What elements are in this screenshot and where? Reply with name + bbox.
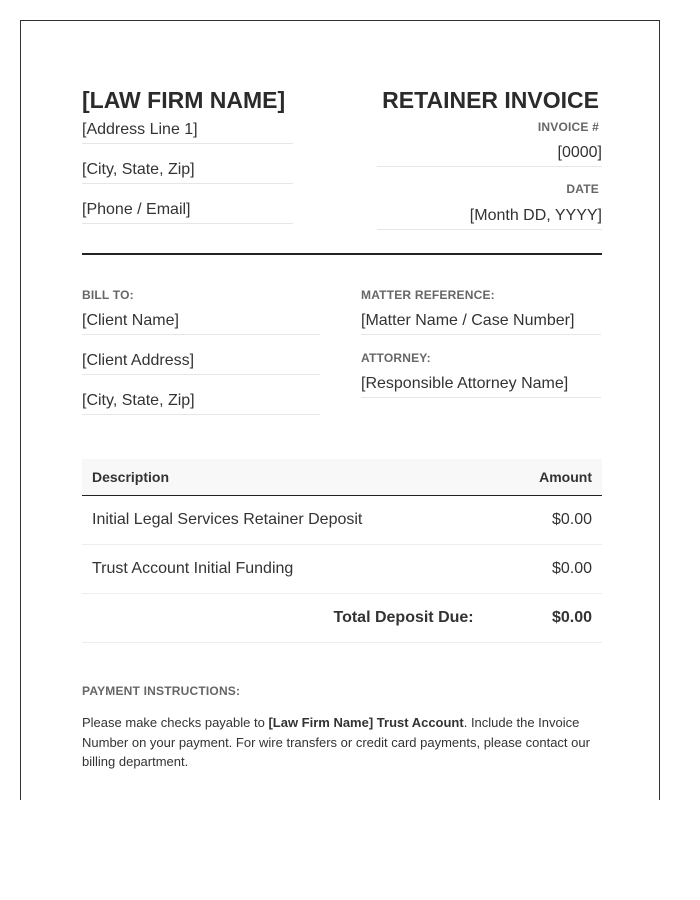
- invoice-date-label: DATE: [566, 182, 599, 196]
- client-name: [Client Name]: [82, 311, 320, 335]
- client-city-state-zip: [City, State, Zip]: [82, 391, 320, 415]
- invoice-date-value: [Month DD, YYYY]: [377, 206, 602, 230]
- payment-instructions-text: [82, 713, 604, 772]
- row-description: Trust Account Initial Funding: [82, 545, 498, 594]
- invoice-number-label: INVOICE #: [537, 120, 599, 134]
- table-header-row: [82, 459, 602, 496]
- firm-phone-email: [Phone / Email]: [82, 200, 293, 224]
- row-description: Initial Legal Services Retainer Deposit: [82, 496, 498, 545]
- total-row: [82, 594, 602, 643]
- invoice-number-value: [0000]: [377, 143, 602, 167]
- firm-city-state-zip: [City, State, Zip]: [82, 160, 293, 184]
- table-row: [82, 545, 602, 594]
- header-divider: [82, 253, 602, 255]
- matter-reference-value: [Matter Name / Case Number]: [361, 311, 601, 335]
- attorney-label: ATTORNEY:: [361, 351, 431, 365]
- client-address: [Client Address]: [82, 351, 320, 375]
- payment-text-after: . Include the Invoice Number on your payment. For wire transfers or credit card payments, please contact our billing department.: [82, 715, 590, 769]
- payment-text-before: Please make checks payable to: [82, 715, 269, 730]
- firm-name: [LAW FIRM NAME]: [82, 87, 286, 113]
- line-items-table: [82, 459, 602, 643]
- invoice-title: RETAINER INVOICE: [382, 87, 599, 113]
- table-row: [82, 496, 602, 545]
- total-value: $0.00: [498, 594, 602, 643]
- row-amount: $0.00: [498, 545, 602, 594]
- matter-reference-label: MATTER REFERENCE:: [361, 288, 495, 302]
- attorney-value: [Responsible Attorney Name]: [361, 374, 601, 398]
- column-header-description: Description: [82, 459, 498, 496]
- payment-instructions-title: PAYMENT INSTRUCTIONS:: [82, 684, 241, 698]
- invoice-sheet: [20, 20, 660, 800]
- payment-payee: [Law Firm Name] Trust Account: [268, 715, 464, 730]
- column-header-amount: Amount: [498, 459, 602, 496]
- bill-to-label: BILL TO:: [82, 288, 134, 302]
- total-label: Total Deposit Due:: [82, 594, 498, 643]
- row-amount: $0.00: [498, 496, 602, 545]
- firm-address-line1: [Address Line 1]: [82, 120, 293, 144]
